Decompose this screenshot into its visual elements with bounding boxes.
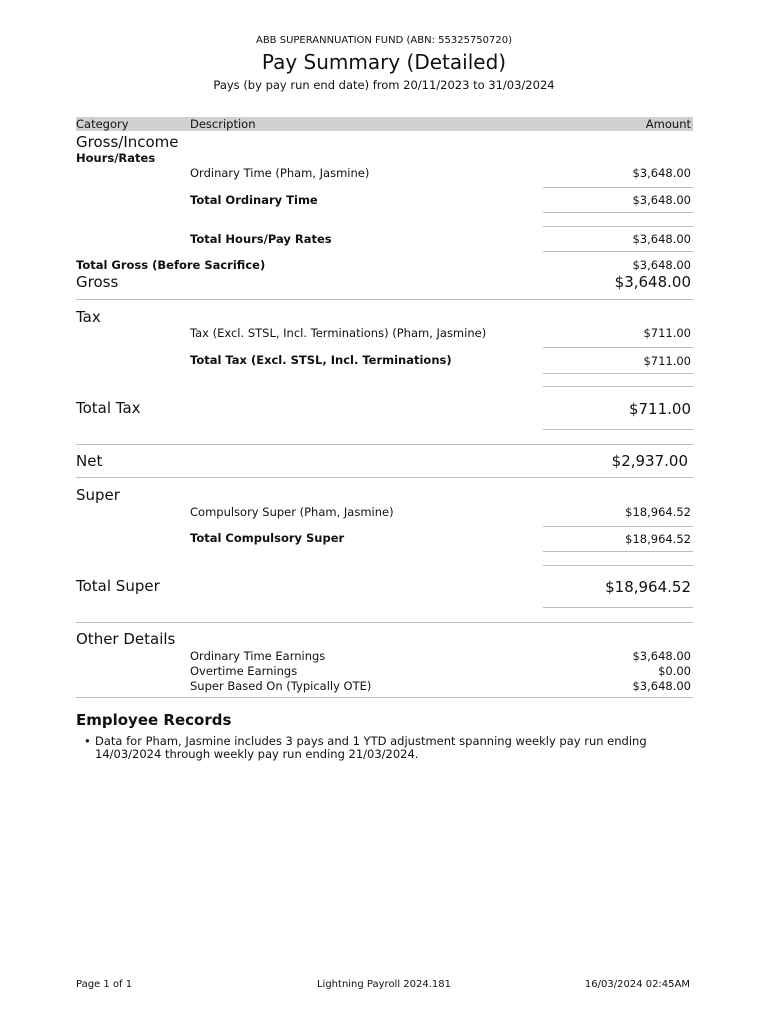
employee-record-line-1: Data for Pham, Jasmine includes 3 pays and 1 YTD adjustment spanning weekly pay run ending <box>95 734 647 748</box>
footer-app-version: Lightning Payroll 2024.181 <box>316 979 452 990</box>
total-hours-amount: $3,648.00 <box>632 232 691 246</box>
total-hours-label: Total Hours/Pay Rates <box>190 232 332 246</box>
total-tax-amount: $711.00 <box>628 400 691 418</box>
other-row-label: Ordinary Time Earnings <box>190 649 326 663</box>
total-gross-amount: $3,648.00 <box>632 258 691 272</box>
other-row-label: Super Based On (Typically OTE) <box>190 679 372 693</box>
column-amount: Amount <box>645 117 691 131</box>
total-compulsory-super-amount: $18,964.52 <box>625 532 691 546</box>
total-tax-label: Total Tax <box>76 399 141 417</box>
total-tax-excl-amount: $711.00 <box>643 354 691 368</box>
fund-name: ABB SUPERANNUATION FUND (ABN: 55325750720) <box>255 35 513 46</box>
compulsory-super-desc: Compulsory Super (Pham, Jasmine) <box>190 505 394 519</box>
divider <box>543 607 693 608</box>
total-ordinary-label: Total Ordinary Time <box>190 193 318 207</box>
divider <box>543 373 693 374</box>
divider <box>543 212 693 213</box>
total-gross-label: Total Gross (Before Sacrifice) <box>76 258 266 272</box>
divider <box>543 251 693 252</box>
gross-income-heading: Gross/Income <box>76 133 179 151</box>
footer-timestamp: 16/03/2024 02:45AM <box>584 979 690 990</box>
divider <box>543 551 693 552</box>
column-description: Description <box>190 117 256 131</box>
net-label: Net <box>76 452 103 470</box>
date-range: Pays (by pay run end date) from 20/11/2023 to 31/03/2024 <box>213 78 555 92</box>
tax-amount: $711.00 <box>643 326 691 340</box>
total-super-amount: $18,964.52 <box>605 578 691 596</box>
section-divider <box>76 477 693 478</box>
section-divider <box>76 622 693 623</box>
total-super-label: Total Super <box>76 577 160 595</box>
gross-label: Gross <box>76 273 119 291</box>
divider <box>543 429 693 430</box>
section-divider <box>76 444 693 445</box>
other-row-amount: $0.00 <box>658 664 691 678</box>
divider <box>543 386 693 387</box>
footer-page-number: Page 1 of 1 <box>76 979 133 990</box>
ordinary-time-desc: Ordinary Time (Pham, Jasmine) <box>190 166 370 180</box>
divider <box>543 226 693 227</box>
tax-heading: Tax <box>76 308 101 326</box>
divider <box>543 526 693 527</box>
divider <box>543 565 693 566</box>
employee-record-line-2: 14/03/2024 through weekly pay run ending 21/03/2024. <box>95 747 419 761</box>
section-divider <box>76 697 693 698</box>
hours-rates-subheading: Hours/Rates <box>76 151 156 165</box>
other-row-amount: $3,648.00 <box>632 679 691 693</box>
divider <box>543 187 693 188</box>
total-ordinary-amount: $3,648.00 <box>632 193 691 207</box>
ordinary-time-amount: $3,648.00 <box>632 166 691 180</box>
net-amount: $2,937.00 <box>611 452 688 470</box>
compulsory-super-amount: $18,964.52 <box>625 505 691 519</box>
tax-desc: Tax (Excl. STSL, Incl. Terminations) (Pham, Jasmine) <box>190 326 487 340</box>
divider <box>543 347 693 348</box>
total-compulsory-super-label: Total Compulsory Super <box>190 531 345 545</box>
other-row-label: Overtime Earnings <box>190 664 298 678</box>
super-heading: Super <box>76 486 120 504</box>
other-details-heading: Other Details <box>76 630 176 648</box>
column-category: Category <box>76 117 129 131</box>
other-row-amount: $3,648.00 <box>632 649 691 663</box>
gross-amount: $3,648.00 <box>614 273 691 291</box>
page-title: Pay Summary (Detailed) <box>261 50 507 74</box>
bullet: • <box>84 734 91 748</box>
section-divider <box>76 299 693 300</box>
employee-records-heading: Employee Records <box>76 711 232 729</box>
total-tax-excl-label: Total Tax (Excl. STSL, Incl. Terminations) <box>190 353 452 367</box>
